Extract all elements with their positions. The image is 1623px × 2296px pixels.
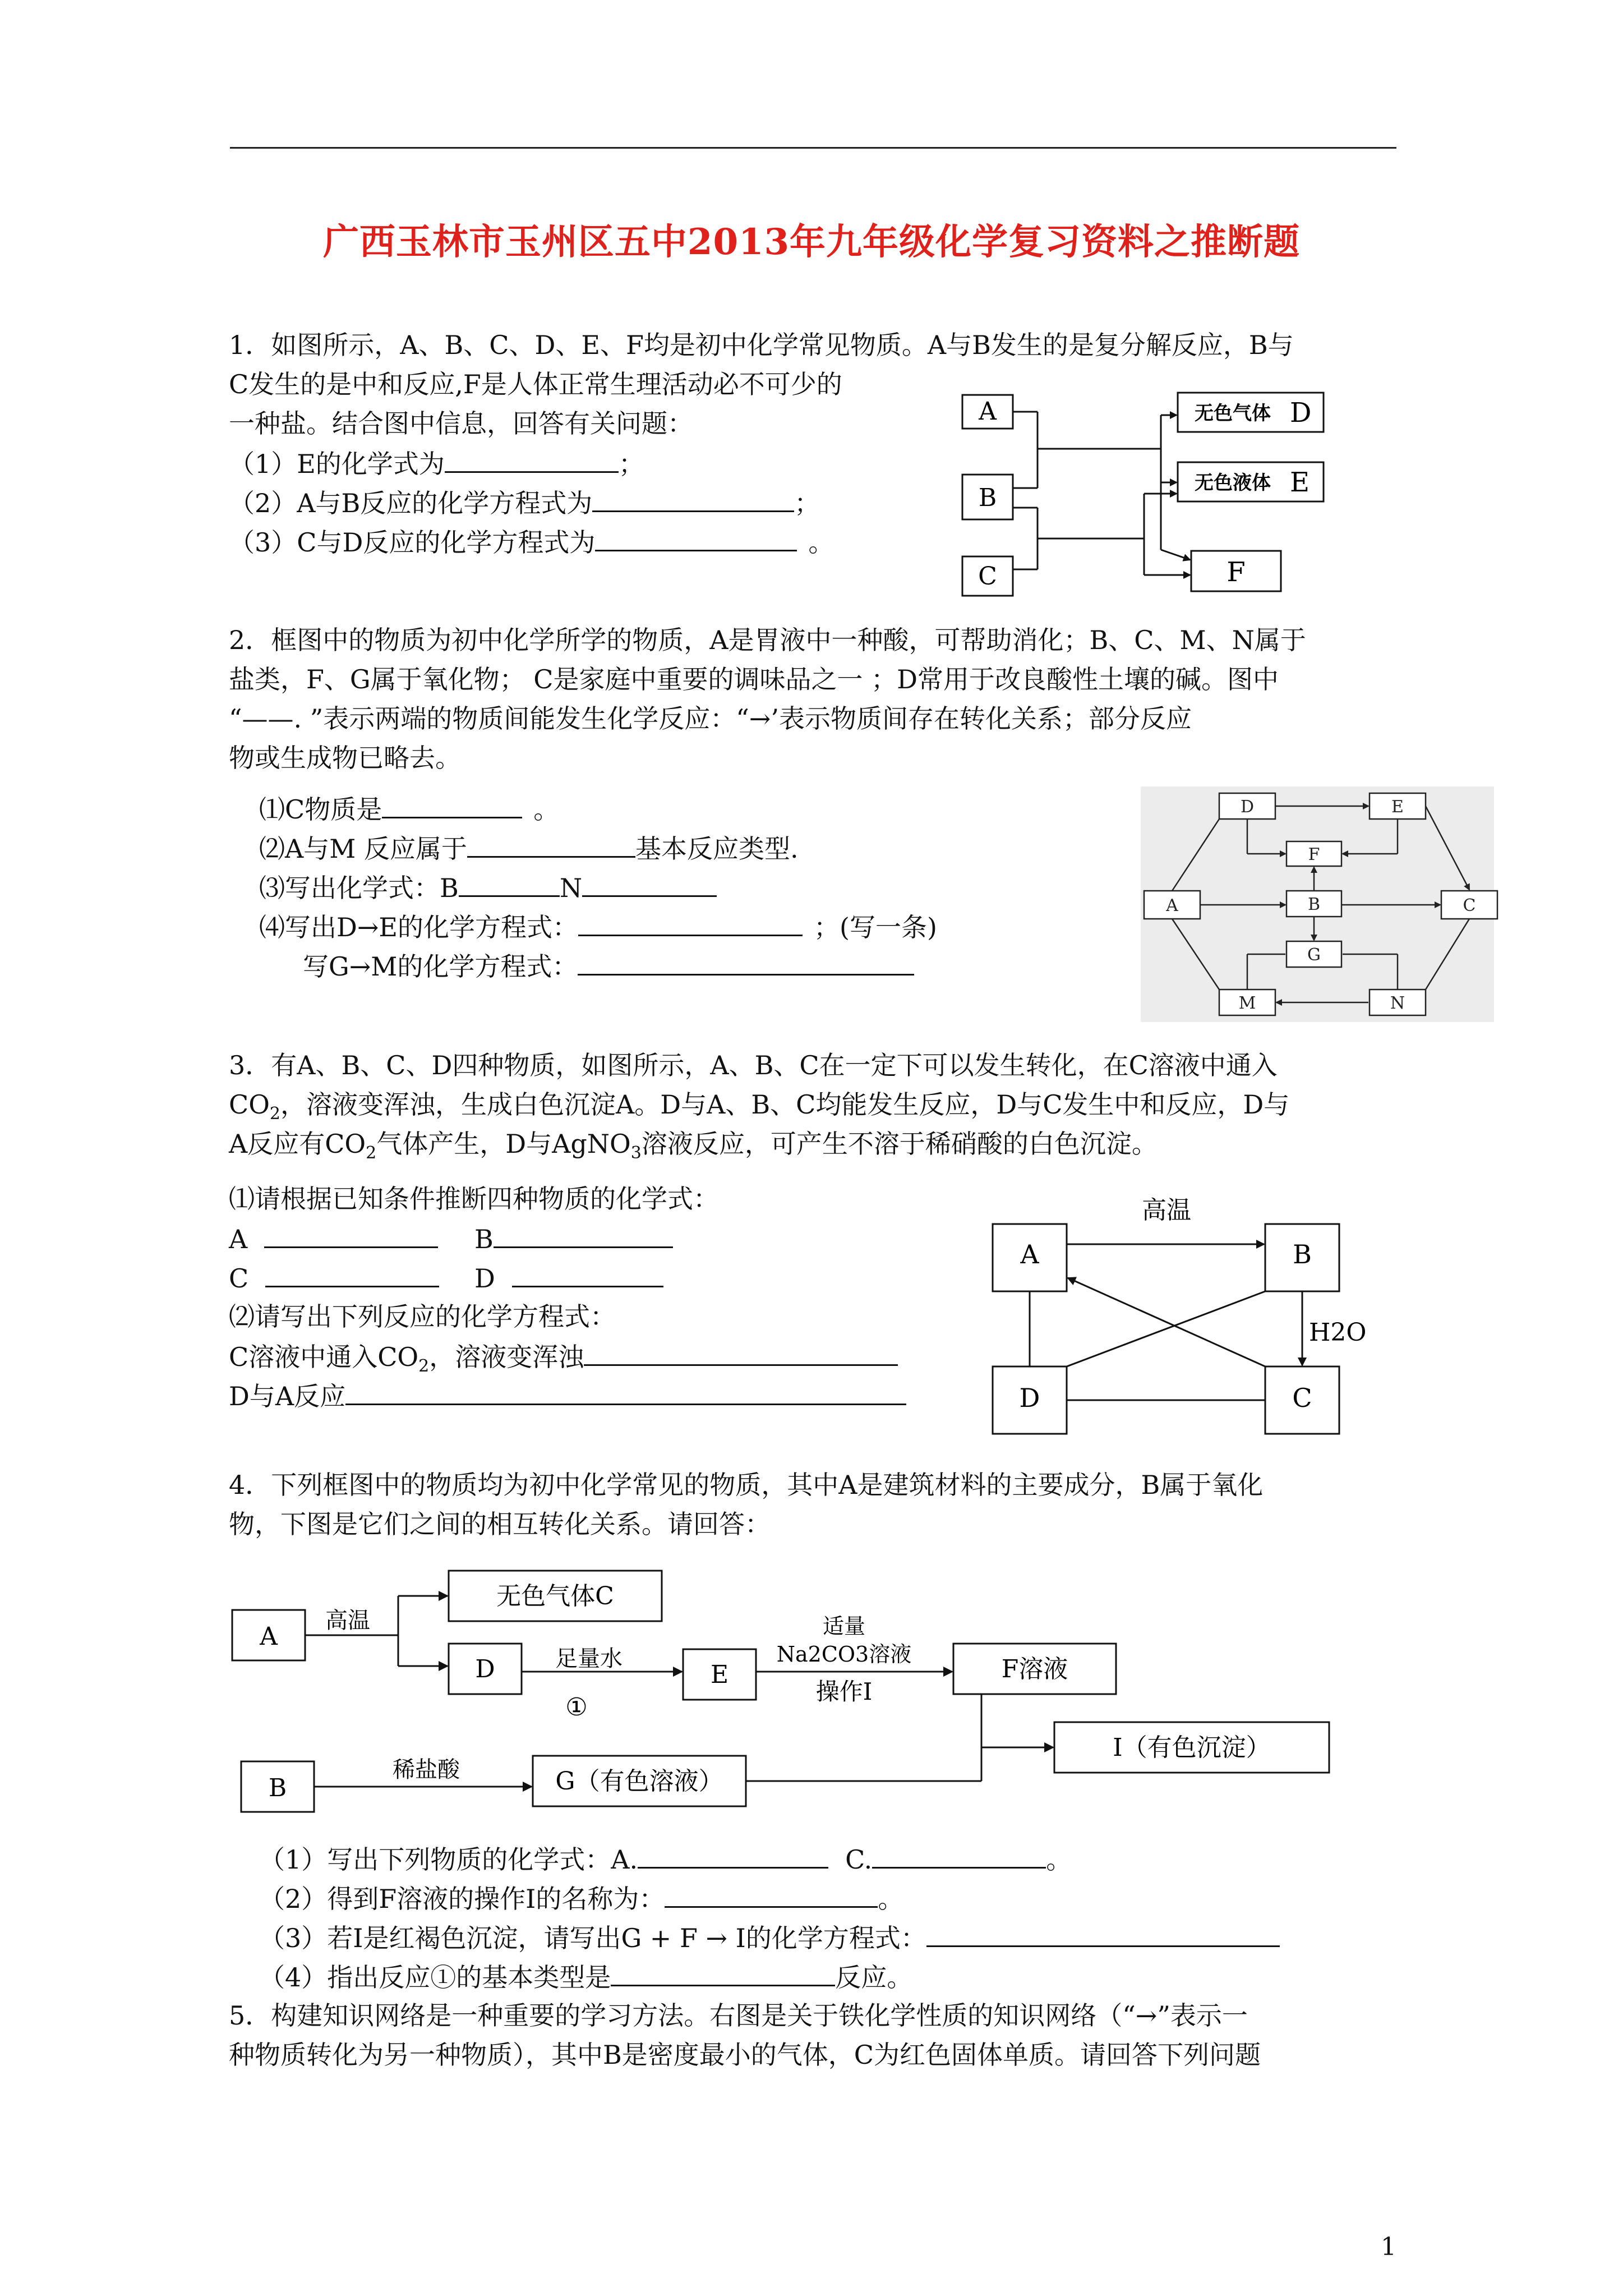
q4-sub-4-end: 反应。 <box>835 1962 913 1993</box>
q3-formula-a <box>229 1222 438 1255</box>
q1-sub-3 <box>229 525 834 559</box>
page-number: 1 <box>1381 2233 1396 2261</box>
page-title: 广西玉林市玉州区五中2013年九年级化学复习资料之推断题 <box>322 221 1301 263</box>
q3-formula-b-label: B <box>474 1224 494 1254</box>
header-rule <box>230 147 1396 149</box>
answer-blank[interactable] <box>467 831 635 858</box>
q1-node-e-label: 无色液体 <box>1195 472 1271 494</box>
q4-node-a: A <box>260 1622 278 1651</box>
q4-line-2: 物，下图是它们之间的相互转化关系。请回答： <box>229 1509 771 1539</box>
q1-node-b: B <box>978 484 997 512</box>
q4-sub-4-text: （4）指出反应①的基本类型是 <box>259 1962 611 1993</box>
q3-node-b: B <box>1293 1239 1312 1269</box>
q3-line-2: $CO_2$，溶液变浑浊，生成白色沉淀A。D与A、B、C均能发生反应，D与C发生中和反应，D与 <box>229 1089 1290 1124</box>
q3-formula-d-label: D <box>474 1263 495 1294</box>
q2-sub-5 <box>303 949 914 983</box>
q4-sub-3-text: （3）若Ⅰ是红褐色沉淀，请写出G + F → Ⅰ的化学方程式： <box>259 1923 926 1953</box>
q3-reaction-2-text: D与A反应 <box>229 1381 346 1411</box>
q2-sub-2-end: 基本反应类型. <box>635 834 799 864</box>
q2-sub-4 <box>259 910 937 944</box>
q4-node-g: G（有色溶液） <box>555 1767 723 1796</box>
answer-blank[interactable] <box>578 949 914 976</box>
q3-line-2b: ，溶液变浑浊，生成白色沉淀A。D与A、B、C均能发生反应，D与C发生中和反应，D与 <box>280 1089 1290 1120</box>
q2-line-4: 物或生成物已略去。 <box>229 743 461 773</box>
answer-blank[interactable] <box>578 910 803 936</box>
q2-node-m: M <box>1238 993 1256 1013</box>
q2-sub-1-end: 。 <box>533 794 560 825</box>
answer-blank[interactable] <box>512 1261 663 1287</box>
q2-sub-3-text: ⑶写出化学式：B <box>259 873 459 903</box>
q4-label-gaowen: 高温 <box>325 1608 370 1634</box>
q1-node-e: E <box>1290 467 1310 498</box>
q3-sub-2: ⑵请写出下列反应的化学方程式： <box>229 1301 616 1332</box>
q3-label-gaowen: 高温 <box>1142 1196 1191 1225</box>
q2-node-a: A <box>1166 896 1178 915</box>
answer-blank[interactable] <box>595 525 797 551</box>
answer-blank[interactable] <box>638 1842 828 1869</box>
q3-formula-b <box>474 1222 673 1255</box>
q2-node-f: F <box>1308 845 1320 864</box>
answer-blank[interactable] <box>264 1222 438 1248</box>
answer-blank[interactable] <box>582 871 717 897</box>
q4-node-b: B <box>268 1774 287 1802</box>
q3-formula-c <box>229 1261 439 1295</box>
q2-sub-4-text: ⑷写出D→E的化学方程式： <box>259 912 579 942</box>
q4-diagram <box>230 1565 1352 1823</box>
q4-sub-4 <box>259 1960 912 1994</box>
q3-formula-c-label: C <box>229 1263 249 1294</box>
answer-blank[interactable] <box>382 792 522 818</box>
q1-sub-1 <box>229 447 644 480</box>
q1-line-1: 1．如图所示，A、B、C、D、E、F均是初中化学常见物质。A与B发生的是复分解反应，B与 <box>229 330 1294 360</box>
q2-sub-1-text: ⑴C物质是 <box>259 794 382 825</box>
q3-line-1: 3．有A、B、C、D四种物质，如图所示，A、B、C在一定下可以发生转化，在C溶液中通入 <box>229 1050 1278 1080</box>
q3-line-2a: CO <box>229 1089 270 1120</box>
q2-diagram <box>1141 786 1494 1022</box>
q5-line-1: 5．构建知识网络是一种重要的学习方法。右图是关于铁化学性质的知识网络（“→”表示一 <box>229 2000 1248 2031</box>
q4-sub-1 <box>259 1842 1072 1876</box>
q2-sub-3-mid: N <box>559 873 583 903</box>
q3-node-a: A <box>1020 1239 1039 1269</box>
q4-node-i: I（有色沉淀） <box>1113 1733 1271 1762</box>
q4-label-caozuo: 操作Ⅰ <box>815 1678 873 1705</box>
q1-diagram <box>953 381 1335 606</box>
q1-sub-3-end: 。 <box>808 527 834 558</box>
q2-node-d: D <box>1240 797 1255 817</box>
q1-sub-2-end: ； <box>794 488 820 518</box>
q4-label-shiliang: 适量 <box>822 1614 866 1639</box>
q4-sub-2-end: 。 <box>878 1884 904 1914</box>
q4-node-e: E <box>710 1660 729 1689</box>
answer-blank[interactable] <box>592 486 794 512</box>
q3-reaction-1a: C溶液中通入CO <box>229 1342 419 1372</box>
q3-node-d: D <box>1019 1383 1040 1413</box>
q2-sub-3 <box>259 871 717 904</box>
q4-node-d: D <box>475 1655 495 1683</box>
q3-formula-a-label: A <box>229 1224 248 1254</box>
q4-node-f: F溶液 <box>1001 1655 1068 1683</box>
answer-blank[interactable] <box>872 1842 1046 1869</box>
q3-label-h2o: H2O <box>1309 1318 1367 1347</box>
answer-blank[interactable] <box>611 1960 835 1986</box>
q3-node-c: C <box>1292 1383 1312 1413</box>
q3-reaction-2 <box>229 1379 906 1412</box>
q2-node-g: G <box>1307 945 1321 965</box>
answer-blank[interactable] <box>926 1921 1280 1947</box>
answer-blank[interactable] <box>445 447 619 473</box>
q1-sub-3-text: （3）C与D反应的化学方程式为 <box>229 527 596 558</box>
q1-node-c: C <box>978 562 997 591</box>
q4-sub-1-mid: C. <box>845 1844 873 1875</box>
q3-line-3c: 溶液反应，可产生不溶于稀硝酸的白色沉淀。 <box>641 1129 1158 1159</box>
q3-line-3: A反应有$CO_2$气体产生，D与AgNO$_3$溶液反应，可产生不溶于稀硝酸的白色沉淀。 <box>229 1129 1158 1163</box>
q1-sub-1-text: （1）E的化学式为 <box>229 449 445 479</box>
q4-label-circle-1: ① <box>565 1693 588 1722</box>
q3-reaction-1: C溶液中通入$CO_2$，溶液变浑浊 <box>229 1340 898 1383</box>
q1-sub-1-end: ； <box>618 449 644 479</box>
q1-sub-2-text: （2）A与B反应的化学方程式为 <box>229 488 593 518</box>
q2-sub-4-end: ；(写一条) <box>814 912 937 942</box>
q1-node-d: D <box>1290 397 1312 429</box>
q2-node-b: B <box>1307 895 1321 914</box>
q4-node-c: 无色气体C <box>496 1582 614 1611</box>
q2-node-c: C <box>1463 896 1476 915</box>
q1-line-3: 一种盐。结合图中信息，回答有关问题： <box>229 408 693 439</box>
q1-line-2: C发生的是中和反应,F是人体正常生理活动必不可少的 <box>229 369 842 399</box>
q1-node-a: A <box>979 397 997 426</box>
q3-formula-d <box>474 1261 663 1295</box>
q1-node-d-label: 无色气体 <box>1195 402 1271 425</box>
q5-line-2: 种物质转化为另一种物质），其中B是密度最小的气体，C为红色固体单质。请回答下列问题 <box>229 2040 1261 2070</box>
q3-line-3a: A反应有CO <box>229 1129 366 1159</box>
answer-blank[interactable] <box>459 871 560 897</box>
q4-sub-1-text: （1）写出下列物质的化学式：A. <box>259 1844 638 1875</box>
q2-sub-2 <box>259 831 799 865</box>
q3-sub-1: ⑴请根据已知条件推断四种物质的化学式： <box>229 1184 719 1214</box>
q4-label-na2co3: Na2CO3溶液 <box>776 1642 912 1667</box>
q1-sub-2 <box>229 486 820 519</box>
answer-blank[interactable] <box>265 1261 439 1287</box>
q4-sub-3 <box>259 1921 1280 1954</box>
q2-line-3: “——. ”表示两端的物质间能发生化学反应：“→’表示物质间存在转化关系；部分反应 <box>229 703 1192 734</box>
answer-blank[interactable] <box>584 1340 898 1366</box>
q1-node-f: F <box>1227 556 1246 588</box>
q3-reaction-1b: ，溶液变浑浊 <box>429 1342 584 1372</box>
q4-sub-1-end: 。 <box>1046 1844 1072 1875</box>
q4-line-1: 4．下列框图中的物质均为初中化学常见的物质，其中A是建筑材料的主要成分，B属于氧化 <box>229 1470 1264 1500</box>
answer-blank[interactable] <box>345 1379 906 1405</box>
q2-node-n: N <box>1390 993 1405 1013</box>
q2-sub-5-text: 写G→M的化学方程式： <box>303 951 578 982</box>
q2-sub-1 <box>259 792 559 826</box>
q3-diagram <box>987 1178 1367 1436</box>
q2-sub-2-text: ⑵A与M 反应属于 <box>259 834 467 864</box>
q2-line-2: 盐类，F、G属于氧化物； C是家庭中重要的调味品之一 ；D常用于改良酸性土壤的碱。图中 <box>229 664 1279 694</box>
q3-line-3b: 气体产生，D与AgNO <box>376 1129 631 1159</box>
answer-blank[interactable] <box>665 1881 878 1908</box>
q4-label-zuliangshui: 足量水 <box>555 1646 623 1672</box>
q4-sub-2-text: （2）得到F溶液的操作Ⅰ的名称为： <box>259 1884 665 1914</box>
answer-blank[interactable] <box>494 1222 673 1248</box>
q2-line-1: 2．框图中的物质为初中化学所学的物质，A是胃液中一种酸，可帮助消化；B、C、M、N属于 <box>229 625 1306 655</box>
q4-label-xiyansuan: 稀盐酸 <box>393 1757 460 1783</box>
q2-node-e: E <box>1391 797 1404 817</box>
q4-sub-2 <box>259 1881 903 1915</box>
